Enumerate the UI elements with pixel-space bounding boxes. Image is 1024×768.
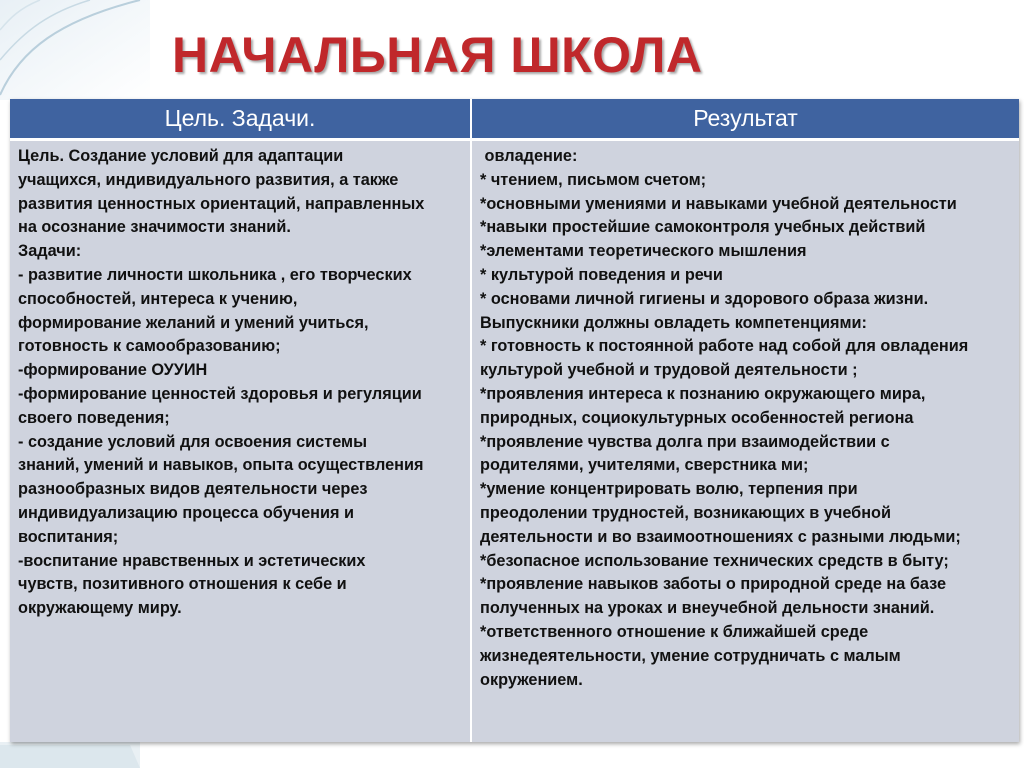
goals-line: готовность к самообразованию; [18,337,281,356]
goals-line: - создание условий для освоения системы [18,432,367,451]
goals-line: формирование желаний и умений учиться, [18,313,369,332]
goals-line: -формирование ценностей здоровья и регуляции [18,384,422,403]
result-cell [472,141,1019,742]
result-line: преодолении трудностей, возникающих в учебной [480,503,892,522]
goals-line: окружающему миру. [18,599,182,618]
result-line: культурой учебной и трудовой деятельности ; [480,361,858,380]
goals-line: Задачи: [18,242,82,261]
result-line: * основами личной гигиены и здорового образа жизни. [480,289,929,308]
goals-line: - развитие личности школьника , его творческих [18,265,412,284]
result-line: *безопасное использование технических средств в быту; [480,551,949,570]
result-line: жизнедеятельности, умение сотрудничать с малым [480,646,901,665]
goals-line: учащихся, индивидуального развития, а также [18,170,399,189]
result-line: *проявление навыков заботы о природной среде на базе [480,575,947,594]
result-line: окружением. [480,670,583,689]
goals-line: воспитания; [18,527,119,546]
result-line: природных, социокультурных особенностей региона [480,408,914,427]
result-line: * готовность к постоянной работе над собой для овладения [480,337,969,356]
result-line: *ответственного отношение к ближайшей среде [480,622,869,641]
result-line: Выпускники должны овладеть компетенциями: [480,313,867,332]
result-line: родителями, учителями, сверстника ми; [480,456,809,475]
goals-line: способностей, интереса к учению, [18,289,298,308]
result-line: деятельности и во взаимоотношениях с разными людьми; [480,527,961,546]
result-line: *проявление чувства долга при взаимодействии с [480,432,890,451]
goals-line: Цель. Создание условий для адаптации [18,147,344,165]
goals-tasks-cell [10,141,470,742]
goals-line: развития ценностных ориентаций, направленных [18,194,425,213]
result-line: овладение: [480,147,578,165]
goals-line: индивидуализацию процесса обучения и [18,503,355,522]
result-line: * чтением, письмом счетом; [480,170,707,189]
goals-line: знаний, умений и навыков, опыта осуществления [18,456,424,475]
result-line: *элементами теоретического мышления [480,242,807,261]
slide-title: НАЧАЛЬНАЯ ШКОЛА [172,27,703,83]
result-line: *основными умениями и навыками учебной деятельности [480,194,957,213]
content-table [10,99,1019,742]
result-line: * культурой поведения и речи [480,265,723,284]
goals-line: -воспитание нравственных и эстетических [18,551,366,570]
result-line: полученных на уроках и внеучебной дельности знаний. [480,599,935,618]
result-line: *навыки простейшие самоконтроля учебных действий [480,218,926,237]
goals-line: -формирование ОУУИН [18,361,208,380]
goals-line: на осознание значимости знаний. [18,218,291,237]
result-line: *проявления интереса к познанию окружающего мира, [480,384,926,403]
goals-line: разнообразных видов деятельности через [18,480,368,499]
goals-line: чувств, позитивного отношения к себе и [18,575,347,594]
goals-line: своего поведения; [18,408,170,427]
result-line: *умение концентрировать волю, терпения при [480,480,858,499]
header-result: Результат [472,99,1019,141]
header-goals-tasks: Цель. Задачи. [10,99,471,141]
